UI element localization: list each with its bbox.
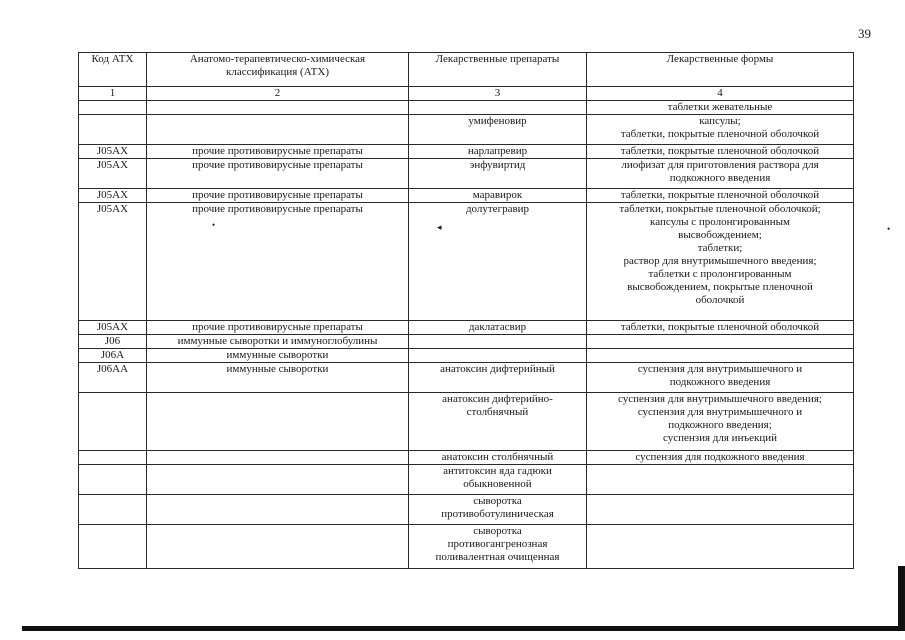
table-cell: J06 <box>79 335 147 349</box>
table-row <box>79 363 854 393</box>
table-cell: лиофизат для приготовления раствора для подкожного введения <box>587 159 854 189</box>
table-cell <box>79 115 147 145</box>
table-row <box>79 525 854 569</box>
table-cell: таблетки, покрытые пленочной оболочкой; капсулы с пролонгированным высвобождением; таблетки; раствор для внутримышечного введения; таблетки с пролонгированным высвобождением, покрытые пленочной оболочкой <box>587 203 854 321</box>
table-cell <box>79 495 147 525</box>
table-cell <box>587 465 854 495</box>
table-row <box>79 335 854 349</box>
table-cell: антитоксин яда гадюки обыкновенной <box>409 465 587 495</box>
table-cell: прочие противовирусные препараты <box>147 203 409 321</box>
column-number: 4 <box>587 87 854 101</box>
table-cell: J05AX <box>79 189 147 203</box>
table-row <box>79 495 854 525</box>
table-cell: суспензия для внутримышечного введения; суспензия для внутримышечного и подкожного введения; суспензия для инъекций <box>587 393 854 451</box>
column-number: 3 <box>409 87 587 101</box>
table-cell: суспензия для подкожного введения <box>587 451 854 465</box>
table-cell: таблетки, покрытые пленочной оболочкой <box>587 189 854 203</box>
table-cell: прочие противовирусные препараты <box>147 145 409 159</box>
table-cell: J06AA <box>79 363 147 393</box>
table-cell: даклатасвир <box>409 321 587 335</box>
table-header-row <box>79 53 854 87</box>
table-cell <box>409 101 587 115</box>
table-cell <box>79 525 147 569</box>
table-cell: иммунные сыворотки <box>147 349 409 363</box>
column-number: 2 <box>147 87 409 101</box>
table-cell: J05AX <box>79 203 147 321</box>
table-row <box>79 189 854 203</box>
table-row <box>79 393 854 451</box>
table-row <box>79 145 854 159</box>
table-cell <box>587 335 854 349</box>
table-cell: долутегравир <box>409 203 587 321</box>
header-atc-classification: Анатомо-терапевтическо-химическая классификация (АТХ) <box>147 53 409 87</box>
scan-speck: • <box>212 220 216 230</box>
table-cell <box>79 101 147 115</box>
column-number: 1 <box>79 87 147 101</box>
table-cell <box>79 465 147 495</box>
table-cell <box>587 495 854 525</box>
table-cell: сыворотка противоботулиническая <box>409 495 587 525</box>
page-number: 39 <box>858 26 871 41</box>
table-cell <box>147 393 409 451</box>
table-row <box>79 465 854 495</box>
table-cell: прочие противовирусные препараты <box>147 321 409 335</box>
table-row <box>79 101 854 115</box>
table-cell: прочие противовирусные препараты <box>147 189 409 203</box>
scan-border-bottom <box>22 626 905 631</box>
table-cell <box>147 465 409 495</box>
table-cell: суспензия для внутримышечного и подкожного введения <box>587 363 854 393</box>
scan-speck: ◂ <box>437 222 442 232</box>
table-cell: иммунные сыворотки <box>147 363 409 393</box>
table-cell: таблетки, покрытые пленочной оболочкой <box>587 145 854 159</box>
header-dosage-forms: Лекарственные формы <box>587 53 854 87</box>
table-cell: таблетки, покрытые пленочной оболочкой <box>587 321 854 335</box>
table-cell <box>147 451 409 465</box>
header-drugs: Лекарственные препараты <box>409 53 587 87</box>
table-row <box>79 203 854 321</box>
column-number-row <box>79 87 854 101</box>
table-cell <box>147 115 409 145</box>
header-atc-code: Код АТХ <box>79 53 147 87</box>
scan-border-right <box>898 566 905 631</box>
table-cell <box>147 495 409 525</box>
table-cell: J05AX <box>79 159 147 189</box>
table-cell: анатоксин столбнячный <box>409 451 587 465</box>
table-cell <box>79 451 147 465</box>
table-cell <box>409 349 587 363</box>
table-cell <box>587 349 854 363</box>
table-cell: анатоксин дифтерийно- столбнячный <box>409 393 587 451</box>
table-cell: таблетки жевательные <box>587 101 854 115</box>
table-row <box>79 451 854 465</box>
table-cell <box>587 525 854 569</box>
table-row <box>79 115 854 145</box>
table-row <box>79 159 854 189</box>
table-cell: J05AX <box>79 321 147 335</box>
table-cell <box>147 101 409 115</box>
table-cell: умифеновир <box>409 115 587 145</box>
table-cell: нарлапревир <box>409 145 587 159</box>
table-cell: J06A <box>79 349 147 363</box>
scan-speck: • <box>887 224 891 234</box>
table-cell: сыворотка противогангренозная поливалентная очищенная <box>409 525 587 569</box>
atc-drug-table <box>78 52 854 569</box>
table-row <box>79 349 854 363</box>
table-cell: J05AX <box>79 145 147 159</box>
table-cell: капсулы; таблетки, покрытые пленочной оболочкой <box>587 115 854 145</box>
table-cell <box>79 393 147 451</box>
table-cell <box>147 525 409 569</box>
table-cell: прочие противовирусные препараты <box>147 159 409 189</box>
table-row <box>79 321 854 335</box>
table-cell: иммунные сыворотки и иммуноглобулины <box>147 335 409 349</box>
table-cell: энфувиртид <box>409 159 587 189</box>
table-cell: маравирок <box>409 189 587 203</box>
table-cell: анатоксин дифтерийный <box>409 363 587 393</box>
table-cell <box>409 335 587 349</box>
